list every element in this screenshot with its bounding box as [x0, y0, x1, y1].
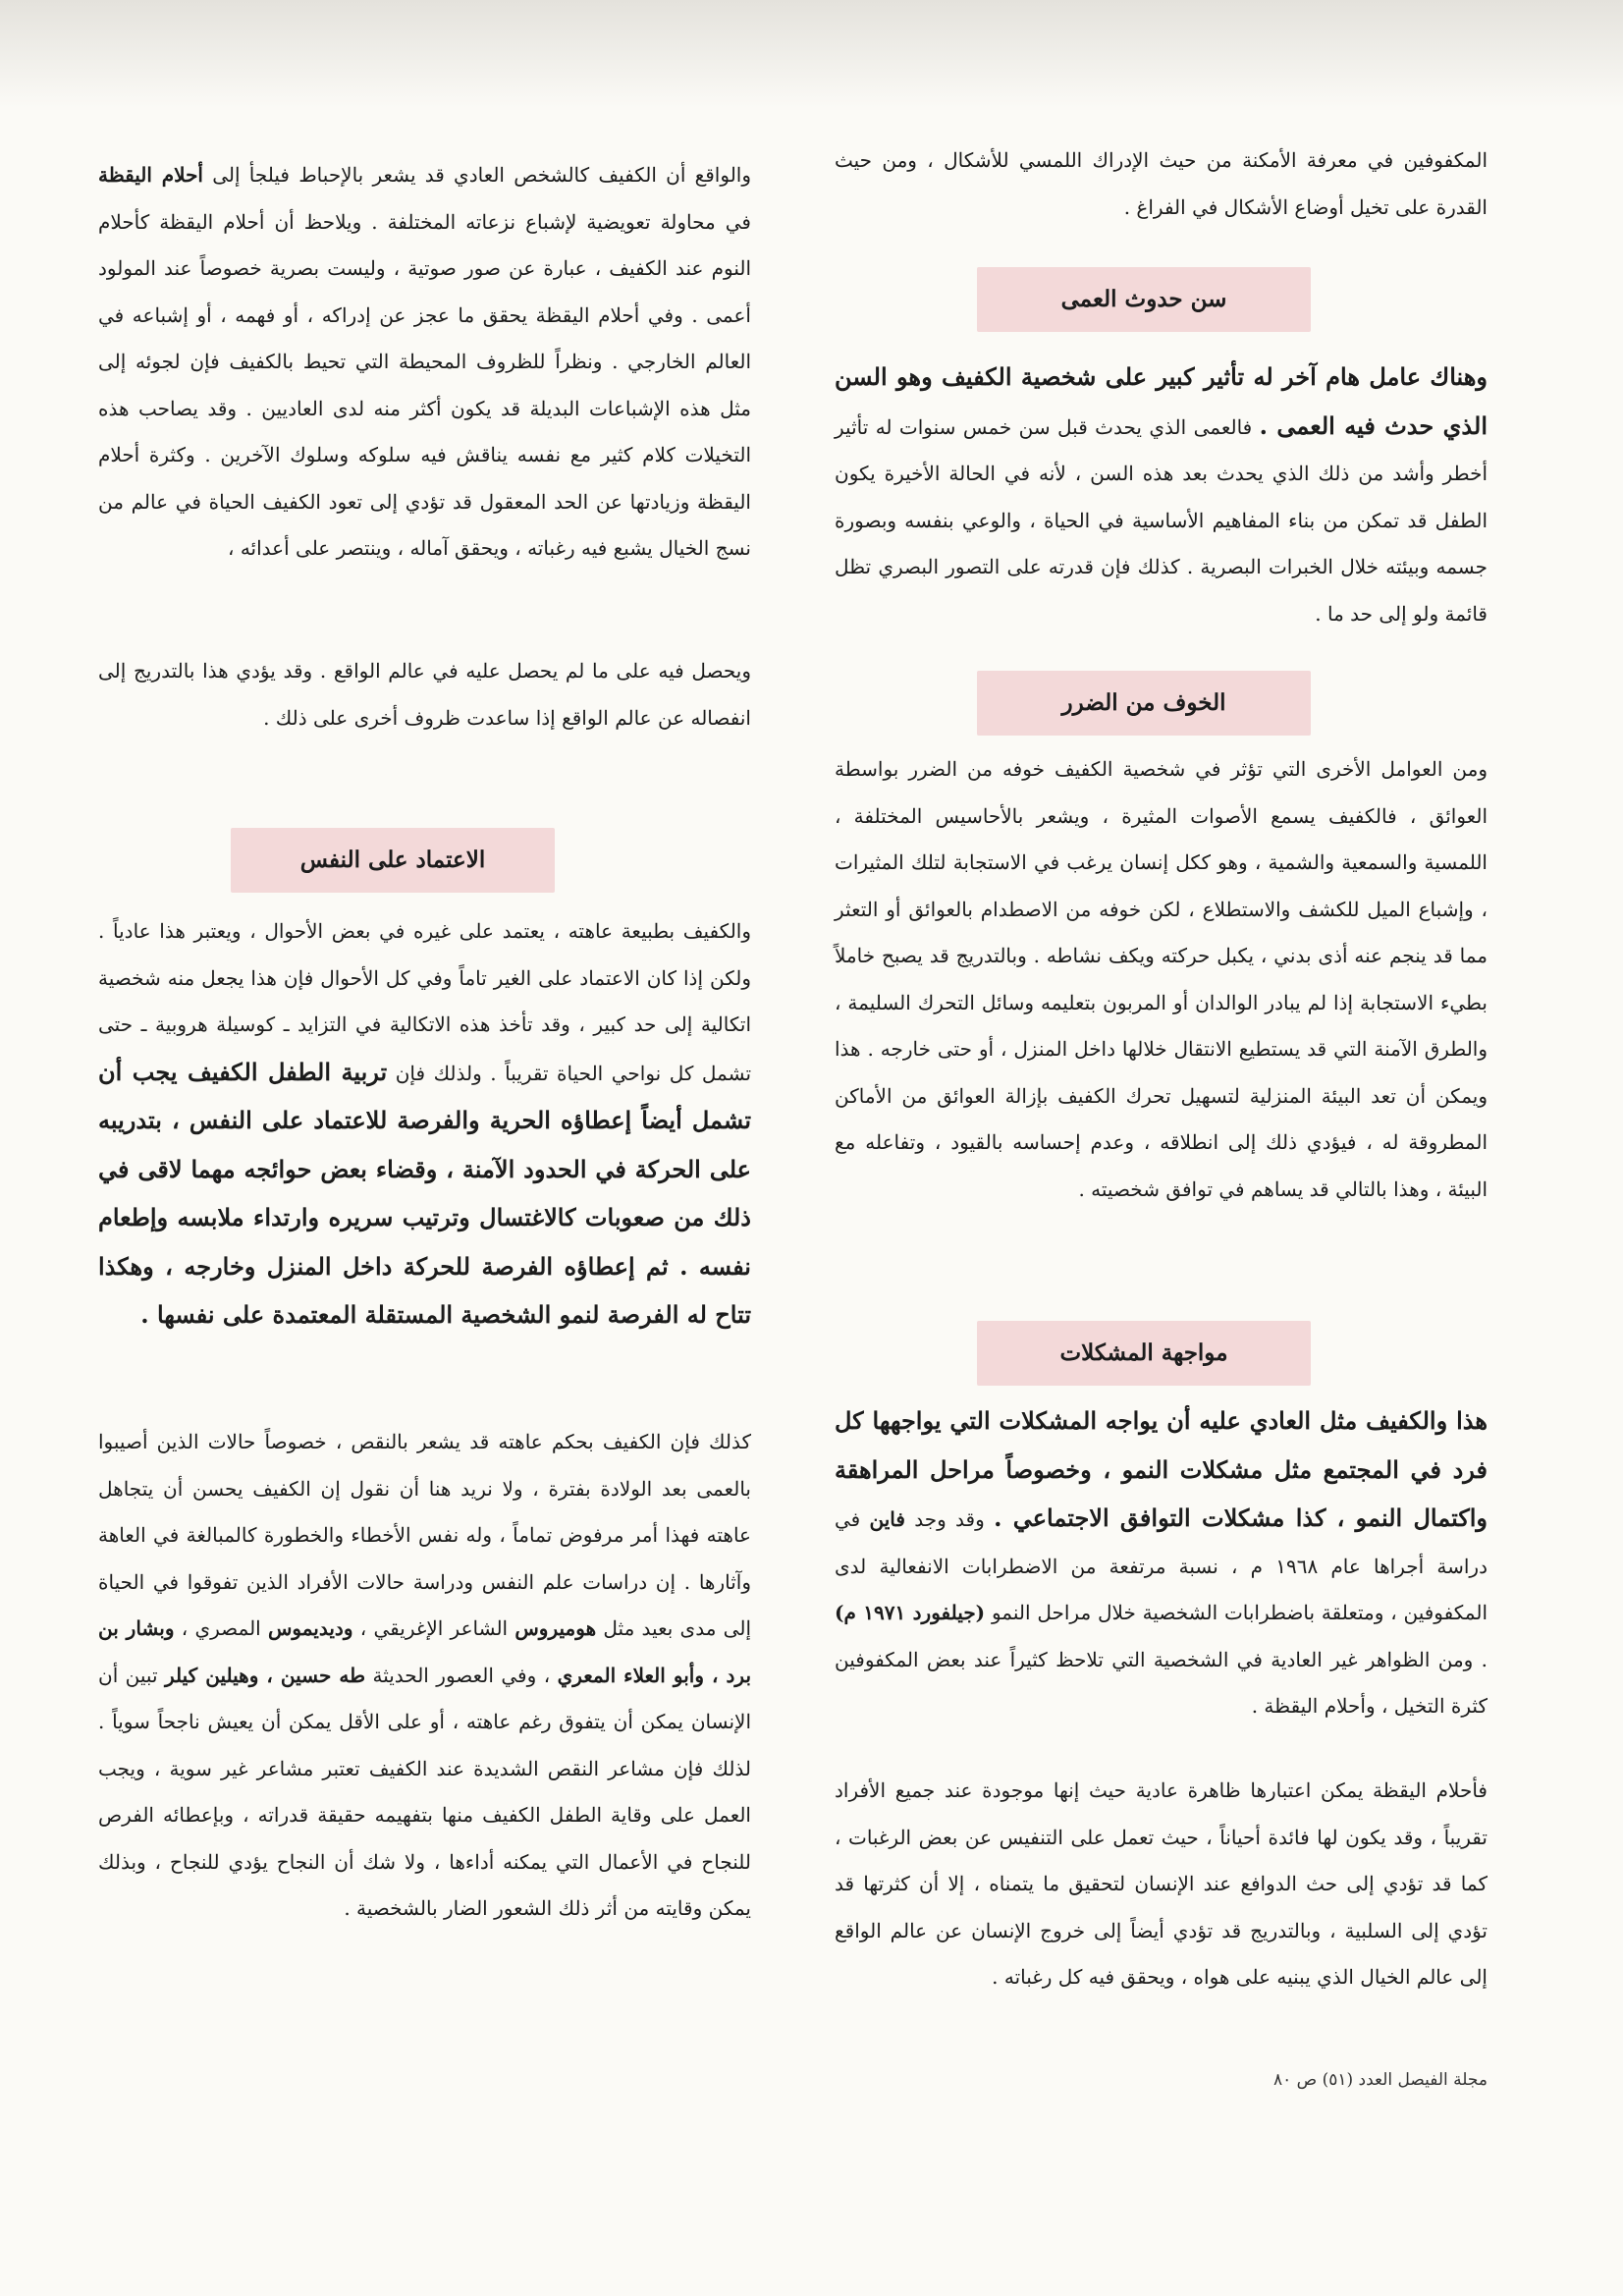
- page-footer: مجلة الفيصل العدد (٥١) ص ٨٠: [1272, 2070, 1488, 2090]
- section-heading-fear-of-harm: الخوف من الضرر: [977, 671, 1311, 736]
- withdrawal-paragraph: ويحصل فيه على ما لم يحصل عليه في عالم الواقع . وقد يؤدي هذا بالتدريج إلى انفصاله عن عالم الواقع إذا ساعدت ظروف أخرى على ذلك .: [98, 659, 751, 730]
- author-fine: فاين: [869, 1507, 905, 1531]
- reality-paragraph: والواقع أن الكفيف كالشخص العادي قد يشعر بالإحباط فيلجأ إلى أحلام اليقظة في محاولة تعويضية لإشباع نزعاته المختلفة . ويلاحظ أن أحلام اليقظة كأحلام النوم عند الكفيف ، عبارة عن صور صوتية ، وليست بصرية خصوصاً عند المولود أعمى . وفي أحلام اليقظة يحقق ما عجز عن إدراكه ، أو فهمه ، أو إشباعه في العالم الخارجي . ونظراً للظروف المحيطة التي تحيط بالكفيف فإن لجوئه إلى مثل هذه الإشباعات البديلة قد يكون أكثر منه لدى العاديين . وقد يصاحب هذه التخيلات كلام كثير مع نفسه يناقش فيه سلوكه وسلوك الآخرين . وكثرة أحلام اليقظة وزيادتها عن الحد المعقول قد تؤدي إلى تعود الكفيف الحياة في عالم من نسج الخيال يشبع فيه رغباته ، ويحقق آماله ، وينتصر على أعدائه ،: [98, 163, 752, 560]
- problems-lead-bold: هذا والكفيف مثل العادي عليه أن يواجه المشكلات التي يواجهها كل فرد في المجتمع مثل مشكلات النمو ، وخصوصاً مراحل المراهقة واكتمال النمو ، كذا مشكلات التوافق الاجتماعي .: [835, 1406, 1488, 1532]
- term-daydreams: أحلام اليقظة: [98, 163, 203, 187]
- name-didymus: وديديموس: [267, 1616, 353, 1640]
- inferiority-paragraph: كذلك فإن الكفيف بحكم عاهته قد يشعر بالنقص ، خصوصاً حالات الذين أصيبوا بالعمى بعد الولادة بفترة ، ولا نريد هنا أن نقول إن الكفيف يحسن أن يتجاهل عاهته فهذا أمر مرفوض تماماً ، وله نفس الأخطاء والخطورة كالمبالغة في العاهة وآثارها . إن دراسات علم النفس ودراسة حالات الأفراد الذين تفوقوا في الحياة إلى مدى بعيد مثل هوميروس الشاعر الإغريقي ، وديديموس المصري ، وبشار بن برد ، وأبو العلاء المعري ، وفي العصور الحديثة طه حسين ، وهيلين كيلر تبين أن الإنسان يمكن أن يتفوق رغم عاهته ، أو على الأقل يمكن أن يعيش ناجحاً سوياً . لذلك فإن مشاعر النقص الشديدة عند الكفيف تعتبر مشاعر غير سوية ، ويجب العمل على وقاية الطفل الكفيف منها بتفهيمه حقيقة قدراته ، وبإعطائه الفرص للنجاح في الأعمال التي يمكنه أداءها ، ولا شك أن النجاح يؤدي للنجاح ، وبذلك يمكن وقايته من أثر ذلك الشعور الضار بالشخصية .: [98, 1430, 752, 1920]
- page-top-shadow: [0, 0, 1623, 108]
- citation-guilford: (جيلفورد ١٩٧١ م): [835, 1601, 986, 1624]
- name-bashar-maarri: وبشار بن برد ، وأبو العلاء المعري: [98, 1616, 752, 1687]
- daydreams-paragraph: فأحلام اليقظة يمكن اعتبارها ظاهرة عادية حيث إنها موجودة عند جميع الأفراد تقريباً ، وقد يكون لها فائدة أحياناً ، حيث تعمل على التنفيس عن بعض الرغبات ، كما قد تؤدي إلى حث الدوافع عند الإنسان لتحقيق ما يتمناه ، إلا أن كثرتها قد تؤدي إلى السلبية ، وبالتدريج قد تؤدي أيضاً إلى خروج الإنسان عن عالم الواقع إلى عالم الخيال الذي يبنيه على هواه ، ويحقق فيه كل رغباته .: [835, 1778, 1488, 1989]
- age-lead-bold: وهناك عامل هام آخر له تأثير كبير على شخصية الكفيف وهو السن الذي حدث فيه العمى .: [835, 362, 1488, 440]
- name-taha-keller: طه حسين ، وهيلين كيلر: [164, 1663, 366, 1687]
- section-heading-facing-problems: مواجهة المشكلات: [977, 1321, 1311, 1386]
- section-self-reliance: والكفيف بطبيعة عاهته ، يعتمد على غيره في بعض الأحوال ، ويعتبر هذا عادياً . ولكن إذا كان الاعتماد على الغير تاماً وفي كل الأحوال فإن هذا يجعل منه شخصية اتكالية إلى حد كبير ، وقد تأخذ هذه الاتكالية في التزايد ـ كوسيلة هروبية ـ حتى تشمل كل نواحي الحياة تقريباً . ولذلك فإن تربية الطفل الكفيف يجب أن تشمل أيضاً إعطاؤه الحرية والفرصة للاعتماد على النفس ، بتدريبه على الحركة في الحدود الآمنة ، وقضاء بعض حوائجه مهما لاقى في ذلك من صعوبات كالاغتسال وترتيب سريره وارتداء ملابسه وإطعام نفسه . ثم إعطاؤه الفرصة للحركة داخل المنزل وخارجه ، وهكذا تتاح له الفرصة لنمو الشخصية المستقلة المعتمدة على نفسها .: [98, 919, 752, 1329]
- section-heading-self-reliance: الاعتماد على النفس: [231, 828, 555, 893]
- age-body: فالعمى الذي يحدث قبل سن خمس سنوات له تأثير أخطر وأشد من ذلك الذي يحدث بعد هذه السن ، لأنه في الحالة الأخيرة يكون الطفل قد تمكن من بناء المفاهيم الأساسية في الحياة ، والوعي بنفسه وبصورة جسمه وبيئته خلال الخبرات البصرية . كذلك فإن قدرته على التصور البصري تظل قائمة ولو إلى حد ما .: [835, 414, 1488, 626]
- intro-paragraph: المكفوفين في معرفة الأمكنة من حيث الإدراك اللمسي للأشكال ، ومن حيث القدرة على تخيل أوضاع الأشكال في الفراغ .: [835, 148, 1488, 219]
- section-fear-of-harm: ومن العوامل الأخرى التي تؤثر في شخصية الكفيف خوفه من الضرر بواسطة العوائق ، فالكفيف يسمع الأصوات المثيرة ، ويشعر بالأحاسيس المختلفة ، اللمسية والسمعية والشمية ، وهو ككل إنسان يرغب في الاستجابة لتلك المثيرات ، وإشباع الميل للكشف والاستطلاع ، لكن خوفه من الاصطدام بالعوائق أو التعثر مما قد ينجم عنه أذى بدني ، يكبل حركته ويكف نشاطه . وبالتدريج قد يصبح خاملاً بطيء الاستجابة إذا لم يبادر الوالدان أو المربون بتعليمه وسائل التحرك السليمة ، والطرق الآمنة التي قد يستطيع الانتقال خلالها داخل المنزل ، أو حتى خارجه . هذا ويمكن أن تعد البيئة المنزلية لتسهيل تحرك الكفيف بإزالة العوائق من الأماكن المطروقة له ، فيؤدي ذلك إلى انطلاقه ، وعدم إحساسه بالقيود ، وتفاعله مع البيئة ، وهذا بالتالي قد يساهم في توافق شخصيته .: [835, 757, 1488, 1201]
- section-age-of-blindness: [835, 354, 1488, 637]
- name-homer: هوميروس: [514, 1616, 597, 1640]
- section-facing-problems: هذا والكفيف مثل العادي عليه أن يواجه المشكلات التي يواجهها كل فرد في المجتمع مثل مشكلات النمو ، وخصوصاً مراحل المراهقة واكتمال النمو ، كذا مشكلات التوافق الاجتماعي . وقد وجد فاين في دراسة أجراها عام ١٩٦٨ م ، نسبة مرتفعة من الاضطرابات الانفعالية لدى المكفوفين ، ومتعلقة باضطرابات الشخصية خلال مراحل النمو (جيلفورد ١٩٧١ م) . ومن الظواهر غير العادية في الشخصية التي تلاحظ كثيراً عند بعض المكفوفين كثرة التخيل ، وأحلام اليقظة .: [835, 1406, 1488, 1718]
- self-reliance-bold: تربية الطفل الكفيف يجب أن تشمل أيضاً إعطاؤه الحرية والفرصة للاعتماد على النفس ، بتدريبه على الحركة في الحدود الآمنة ، وقضاء بعض حوائجه مهما لاقى في ذلك من صعوبات كالاغتسال وترتيب سريره وارتداء ملابسه وإطعام نفسه . ثم إعطاؤه الفرصة للحركة داخل المنزل وخارجه ، وهكذا تتاح له الفرصة لنمو الشخصية المستقلة المعتمدة على نفسها .: [98, 1057, 751, 1329]
- section-heading-age-of-blindness: سن حدوث العمى: [977, 267, 1311, 332]
